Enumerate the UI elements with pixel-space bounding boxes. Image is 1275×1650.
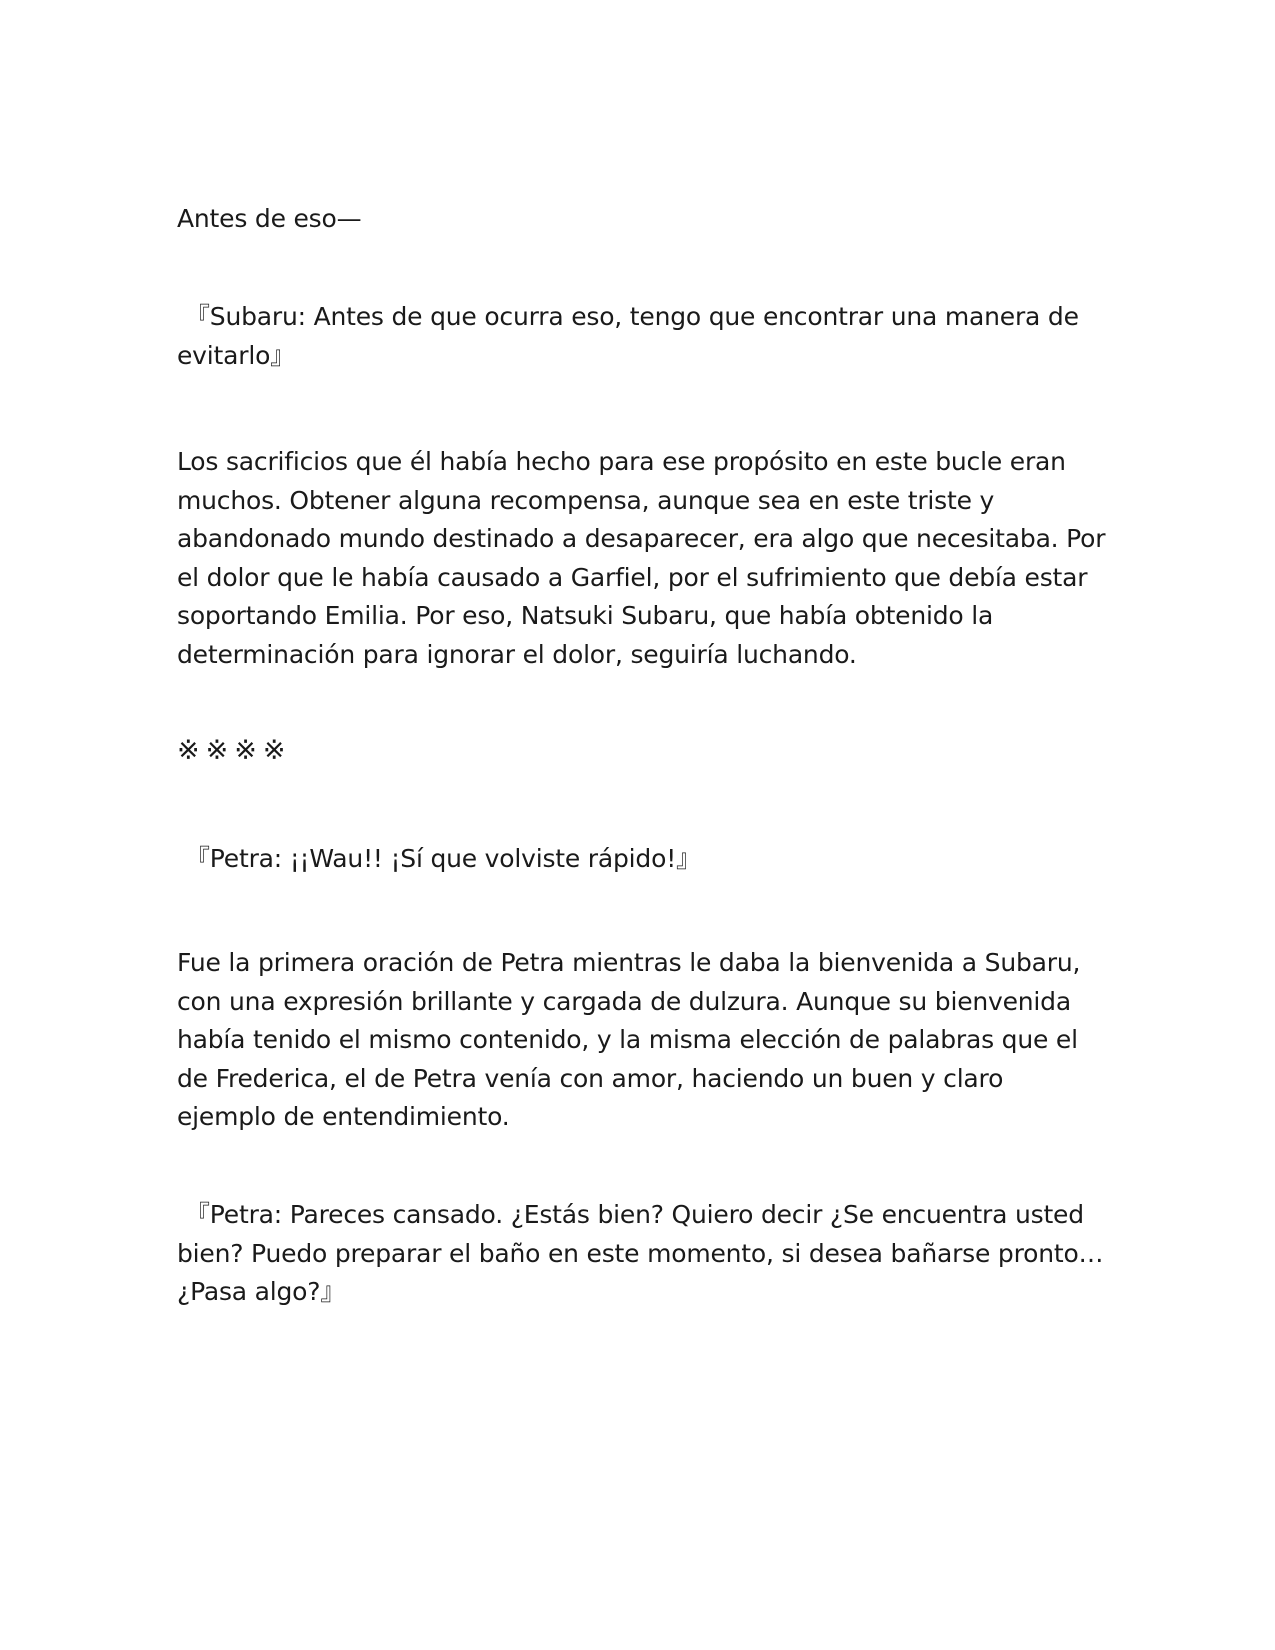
- paragraph-petra-dialog-2: 『Petra: Pareces cansado. ¿Estás bien? Quiero decir ¿Se encuentra usted bien? Puedo preparar el baño en este momento, si desea bañarse pronto… ¿Pasa algo?』: [177, 1200, 1104, 1306]
- paragraph-narration-sacrifices: Los sacrificios que él había hecho para ese propósito en este bucle eran muchos. Obtener alguna recompensa, aunque sea en este triste y abandonado mundo destinado a desaparecer, era algo que necesitaba. Por el dolor que le había causado a Garfiel, por el sufrimiento que debía estar soportando Emilia. Por eso, Natsuki Subaru, que había obtenido la determinación para ignorar el dolor, seguiría luchando.: [177, 447, 1106, 669]
- scene-separator: ※※※※: [177, 735, 292, 766]
- paragraph-subaru-dialog: 『Subaru: Antes de que ocurra eso, tengo que encontrar una manera de evitarlo』: [177, 302, 1079, 370]
- paragraph-intro: Antes de eso—: [177, 204, 362, 233]
- paragraph-narration-petra: Fue la primera oración de Petra mientras le daba la bienvenida a Subaru, con una expresión brillante y cargada de dulzura. Aunque su bienvenida había tenido el mismo contenido, y la misma elección de palabras que el de Frederica, el de Petra venía con amor, haciendo un buen y claro ejemplo de entendimiento.: [177, 948, 1081, 1131]
- paragraph-petra-dialog-1: 『Petra: ¡¡Wau!! ¡Sí que volviste rápido!』: [185, 844, 701, 873]
